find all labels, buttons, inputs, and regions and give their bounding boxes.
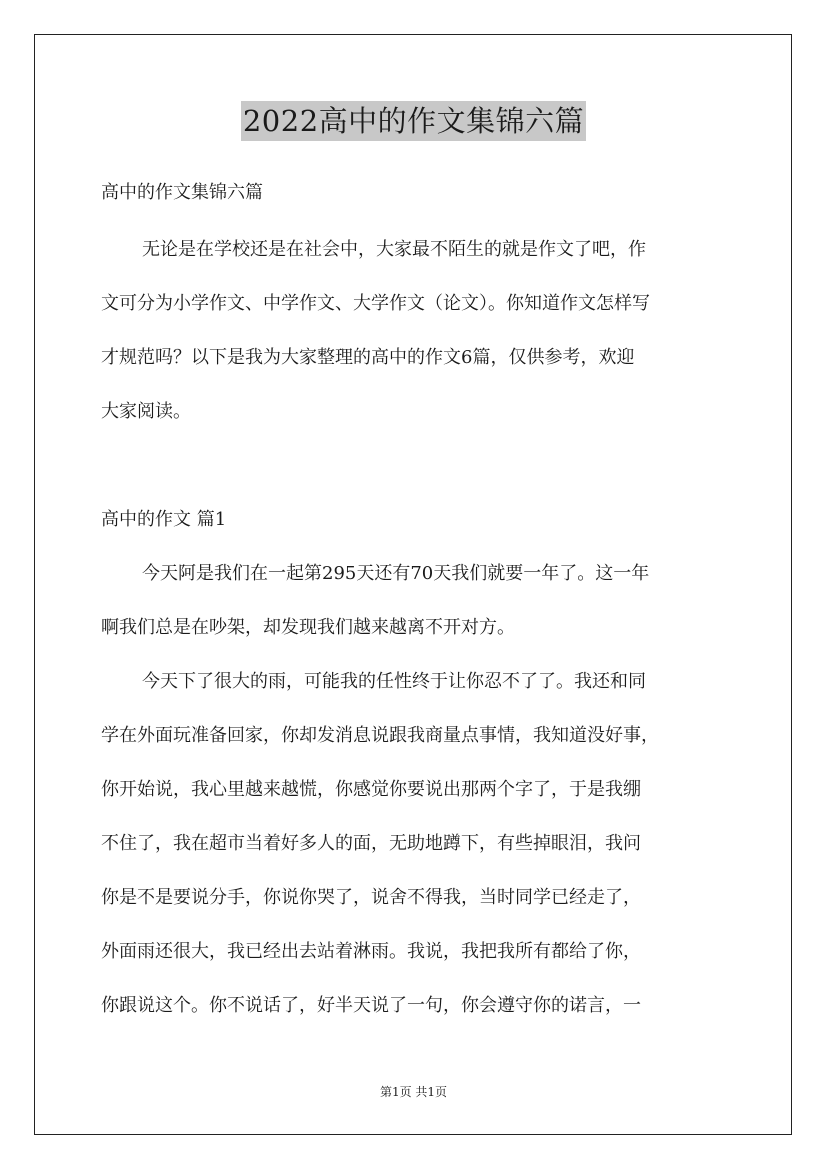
intro-line: 无论是在学校还是在社会中，大家最不陌生的就是作文了吧，作 [142,239,646,260]
paragraph-line: 今天下了很大的雨，可能我的任性终于让你忍不了了。我还和同 [142,671,646,692]
paragraph-line: 你开始说，我心里越来越慌，你感觉你要说出那两个字了，于是我绷 [101,779,641,800]
section-heading: 高中的作文 篇1 [101,509,227,530]
intro-line: 文可分为小学作文、中学作文、大学作文（论文）。你知道作文怎样写 [101,293,650,314]
paragraph-line: 学在外面玩准备回家，你却发消息说跟我商量点事情，我知道没好事， [101,725,659,746]
paragraph-line: 啊我们总是在吵架，却发现我们越来越离不开对方。 [101,617,515,638]
paragraph-line: 今天阿是我们在一起第295天还有70天我们就要一年了。这一年 [142,563,650,584]
subtitle: 高中的作文集锦六篇 [101,182,263,203]
paragraph-line: 你是不是要说分手，你说你哭了，说舍不得我，当时同学已经走了， [101,887,641,908]
paragraph-line: 不住了，我在超市当着好多人的面，无助地蹲下，有些掉眼泪，我问 [101,833,641,854]
page-number: 第1页 共1页 [379,1085,448,1099]
paragraph-line: 外面雨还很大，我已经出去站着淋雨。我说，我把我所有都给了你， [101,941,641,962]
intro-line: 大家阅读。 [101,401,191,422]
title-container [0,101,827,141]
paragraph-line: 你跟说这个。你不说话了，好半天说了一句，你会遵守你的诺言，一 [101,995,641,1016]
document-title: 2022高中的作文集锦六篇 [241,101,586,141]
intro-line: 才规范吗？以下是我为大家整理的高中的作文6篇，仅供参考，欢迎 [101,347,635,368]
